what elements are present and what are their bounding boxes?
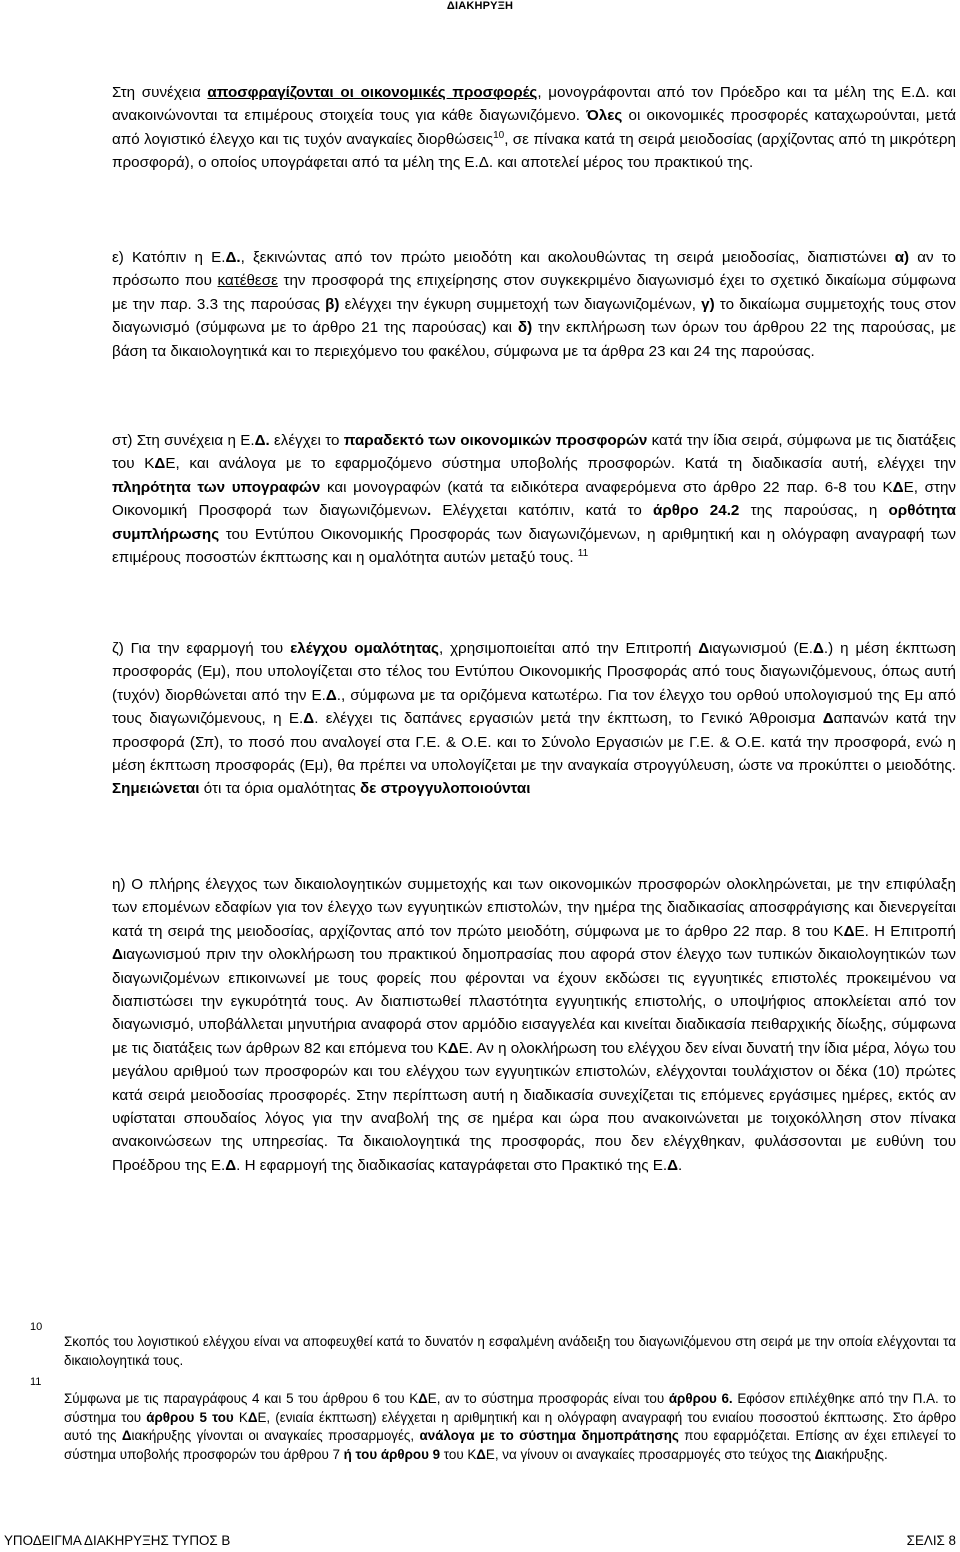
text-run-bold: Δ [303, 710, 315, 728]
text-run-bold: Δ [447, 1039, 459, 1057]
paragraph-opening-offers [112, 81, 956, 175]
text-run-bold: Δ [154, 455, 166, 473]
text-run: την εκπλήρωση των όρων του άρθρου 22 της παρούσας, με βάση τα δικαιολογητικά και το περιεχόμενο του φακέλου, σύμφωνα με τα άρθρα 23 και 24 της παρούσας. [112, 319, 956, 360]
footer-document-title: ΥΠΟΔΕΙΓΜΑ ΔΙΑΚΗΡΥΞΗΣ ΤΥΠΟΣ Β [4, 1533, 231, 1548]
footnote-number-10: 10 [30, 1321, 43, 1333]
paragraph-i-full-check [112, 873, 956, 1177]
text-run: Ε. Η Επιτροπή [854, 922, 956, 940]
text-run-underline: κατέθεσε [217, 272, 278, 290]
text-run-bold: ορθότητα συμπλήρωσης [112, 502, 956, 543]
text-run-bold: Δ [121, 1428, 132, 1444]
text-run: αν το πρόσωπο που [112, 249, 956, 290]
text-run: ζ) Για την εφαρμογή του [112, 640, 291, 657]
text-run: ιαγωνισμού πριν την ολοκλήρωση του πρακτικού δημοπρασίας που αφορά στον έλεγχο των τυπικών δικαιολογητικών των διαγωνιζομένων επικοινωνεί με τους φορείς που φέρονται να έχουν εκδώσει τις εγγυητικές επιστολές προκειμένου να διαπιστώσει την εγκυρότητά τους. Αν διαπιστωθεί πλαστότητα εγγυητικής επιστολής, ο υποψήφιος αποκλείεται από τον διαγωνισμό, υποβάλλεται μηνυτήρια αναφορά στον αρμόδιο εισαγγελέα και κινείται διαδικασία πειθαρχικής δίωξης, σύμφωνα με τις διατάξεις των άρθρων 82 και επόμενα του Κ [112, 946, 956, 1057]
text-run-bold: Δ [698, 640, 710, 657]
text-run-bold: άρθρου 5 του [146, 1409, 234, 1425]
text-run-bold: Δ [418, 1391, 428, 1406]
text-run-bold: ανάλογα με το σύστημα δημοπράτησης [419, 1428, 679, 1444]
text-run: ., σύμφωνα με τα οριζόμενα κατωτέρω. Για τον έλεγχο του ορθού υπολογισμού της Εμ από τους διαγωνιζόμενους, η Ε. [112, 686, 956, 728]
text-run: ελέγχει το [269, 432, 344, 449]
text-run-bold: Δ [225, 1156, 237, 1174]
text-run-bold: παραδεκτό των οικονομικών προσφορών [343, 432, 648, 449]
text-run: , σε πίνακα κατά τη σειρά μειοδοσίας (αρχίζοντας από τη μικρότερη προσφορά), ο οποίος υπογράφεται από τα μέλη της Ε.Δ. και αποτελεί μέρος του πρακτικού της. [112, 130, 956, 172]
text-run-bold: δε στρογγυλοποιούνται [359, 780, 531, 798]
text-run-bold: γ) [701, 295, 715, 313]
text-run: Ε, να γίνουν οι αναγκαίες προσαρμογές στο τεύχος της [485, 1446, 815, 1462]
text-run-bold: Δ [247, 1409, 258, 1425]
text-run: ελέγχει την έγκυρη συμμετοχή των διαγωνιζομένων, [339, 295, 702, 313]
text-run-bold: Δ [325, 686, 337, 704]
text-run-bold: Δ [822, 710, 834, 728]
footnote-10-text: Σκοπός του λογιστικού ελέγχου είναι να αποφευχθεί κατά το δυνατόν η εσφαλμένη ανάδειξη του διαγωνιζόμενου στη σειρά με την οποία ελέγχονται τα δικαιολογητικά τους. [64, 1334, 956, 1368]
text-run-bold: πληρότητα των υπογραφών [112, 478, 321, 496]
text-run-bold: Δ [812, 640, 824, 657]
text-run-bold: δ) [517, 319, 533, 337]
text-run: που εφαρμόζεται. Επίσης αν έχει επιλεγεί το σύστημα υποβολής προσφορών του άρθρου 7 [64, 1428, 956, 1462]
text-run: ιακήρυξης γίνονται οι αναγκαίες προσαρμογές, [131, 1428, 420, 1444]
text-run-bold-underline: αποσφραγίζονται οι οικονομικές προσφορές [207, 84, 538, 101]
text-run: .) η μέση έκπτωση προσφοράς (Εμ), που υπολογίζεται στο τέλος του Εντύπου Οικονομικής Προσφοράς από τους διαγωνιζόμενους, όπως αυτή (τυχόν) διορθώνεται από την Ε. [112, 640, 957, 704]
text-run-bold: α) [894, 249, 910, 266]
text-run: ότι τα όρια ομαλότητας [199, 780, 360, 798]
text-run-bold: Δ [476, 1446, 486, 1462]
text-run-bold: Όλες [586, 107, 623, 125]
text-run-bold: Δ [843, 922, 855, 940]
text-run-bold: β) [325, 295, 340, 313]
text-run: ε) Κατόπιν η Ε. [112, 249, 226, 266]
page-header-title: ΔΙΑΚΗΡΥΞΗ [446, 0, 514, 12]
footnote-ref-10: 10 [493, 129, 505, 141]
text-run: Ε, αν το σύστημα προσφοράς είναι του [427, 1391, 669, 1406]
text-run: ιακήρυξης. [824, 1446, 888, 1462]
text-run-bold: Δ [892, 478, 904, 496]
text-run: Εφόσον επιλέχθηκε από την Π.Α. το σύστημα του [64, 1391, 956, 1425]
footer-page-number: ΣΕΛΙΣ 8 [906, 1533, 956, 1548]
text-run: , χρησιμοποιείται από την Επιτροπή [438, 640, 699, 657]
text-run: . [678, 1156, 683, 1174]
text-run-bold: Δ. [254, 432, 270, 449]
text-run-bold: Σημειώνεται [112, 780, 200, 798]
text-run-bold: . [426, 502, 432, 520]
text-run-bold: Δ [112, 946, 123, 964]
paragraph-e-check [112, 246, 956, 363]
footnote-11-text [64, 1390, 956, 1464]
footnote-ref-11: 11 [577, 548, 589, 560]
text-run: της παρούσας, η [739, 502, 889, 520]
text-run: Ε, στην Οικονομική Προσφορά των διαγωνιζόμενων [112, 478, 956, 520]
text-run-bold: Δ [814, 1446, 825, 1462]
text-run: και μονογραφών (κατά τα ειδικότερα αναφερόμενα στο άρθρο 22 παρ. 6-8 του Κ [320, 478, 893, 496]
text-run: του Εντύπου Οικονομικής Προσφοράς των διαγωνιζόμενων, η αριθμητική και η ολόγραφη αναγραφή των επιμέρους ποσοστών έκπτωσης και η ομαλότητα αυτών μεταξύ τους. [112, 525, 956, 567]
text-run: την προσφορά της επιχείρησης στον συγκεκριμένο διαγωνισμό έχει το σχετικό δικαίωμα σύμφωνα με την παρ. 3.3 της παρούσας [112, 272, 956, 313]
text-run: στ) Στη συνέχεια η Ε. [112, 432, 255, 449]
text-run: του Κ [440, 1446, 477, 1462]
text-run: Σύμφωνα με τις παραγράφους 4 και 5 του άρθρου 6 του Κ [64, 1391, 419, 1406]
text-run: Στη συνέχεια [112, 84, 208, 101]
text-run: η) Ο πλήρης έλεγχος των δικαιολογητικών συμμετοχής και των οικονομικών προσφορών ολοκληρώνεται, με την επιφύλαξη των επομένων εδαφίων για τον έλεγχο των εγγυητικών επιστολών, την ημέρα της διαδικασίας αποσφράγισης και διενεργείται κατά τη σειρά της μειοδοσίας, αρχίζοντας από τον πρώτο μειοδότη, σύμφωνα με το άρθρο 22 παρ. 8 του Κ [112, 876, 956, 940]
text-run: οι οικονομικές προσφορές καταχωρούνται, μετά από λογιστικό έλεγχο και τις τυχόν αναγκαίες διορθώσεις [112, 107, 957, 148]
text-run: το δικαίωμα συμμετοχής τους στον διαγωνισμό (σύμφωνα με το άρθρο 21 της παρούσας) και [112, 295, 956, 337]
footnote-number-11: 11 [30, 1376, 42, 1388]
text-run: , ξεκινώντας από τον πρώτο μειοδότη και ακολουθώντας τη σειρά μειοδοσίας, διαπιστώνει [240, 249, 895, 266]
text-run-bold: Δ [667, 1156, 679, 1174]
text-run: Ε, και ανάλογα με το εφαρμοζόμενο σύστημα υποβολής προσφορών. Κατά τη διαδικασία αυτή, ελέγχει την [165, 455, 957, 473]
text-run: Ε, (ενιαία έκπτωση) ελέγχεται η αριθμητική και η ολόγραφη αναγραφή του ενιαίου ποσοστού έκπτωσης. Στο άρθρο αυτό της [64, 1409, 957, 1444]
text-run: Ε. Αν η ολοκλήρωση του ελέγχου δεν είναι δυνατή την ίδια μέρα, λόγω του μεγάλου αριθμού των προσφορών και του ελέγχου των εγγυητικών επιστολών, ελέγχονται τουλάχιστον οι δέκα (10) πρώτες κατά σειρά μειοδοσίας προσφορές. Στην περίπτωση αυτή η διαδικασία συνεχίζεται τις επόμενες εργάσιμες ημέρες, εκτός αν υφίσταται σπουδαίος λόγος για την αναβολή της σε ημέρα και ώρα που ανακοινώνεται με τοιχοκόλληση στον πίνακα ανακοινώσεων της υπηρεσίας. Τα δικαιολογητικά της προσφοράς, που δεν ελέγχθηκαν, φυλάσσονται με ευθύνη του Προέδρου της Ε. [112, 1039, 956, 1174]
text-run: , μονογράφονται από τον Πρόεδρο και τα μέλη της Ε.Δ. και ανακοινώνονται τα επιμέρους στοιχεία τους για κάθε διαγωνιζόμενο. [112, 84, 956, 125]
text-run-bold: Δ. [225, 249, 241, 266]
text-run-bold: ή του άρθρου 9 [343, 1446, 441, 1462]
paragraph-z-regularity [112, 637, 956, 801]
text-run-bold: άρθρου 6. [668, 1391, 733, 1406]
text-run: απανών κατά την προσφορά (Σπ), το ποσό που αναλογεί στα Γ.Ε. & Ο.Ε. και το Σύνολο Εργασιών με Γ.Ε. & Ο.Ε. κατά την προσφορά, ενώ η μέση έκπτωση προσφοράς (Εμ), θα πρέπει να υπολογίζεται με την αναγκαία στρογγύλευση, ώστε να προκύπτει ο μειοδότης. [112, 710, 956, 775]
text-run: . ελέγχει τις δαπάνες εργασιών μετά την έκπτωση, το Γενικό Άθροισμα [314, 710, 823, 728]
paragraph-st-check [112, 429, 956, 569]
text-run: ιαγωνισμού (Ε. [709, 640, 813, 657]
text-run: Κ [233, 1409, 248, 1425]
text-run: Ελέγχεται κατόπιν, κατά το [431, 502, 653, 520]
text-run-bold: ελέγχου ομαλότητας [290, 640, 439, 657]
text-run: . Η εφαρμογή της διαδικασίας καταγράφεται στο Πρακτικό της Ε. [236, 1156, 668, 1174]
text-run-bold: άρθρο 24.2 [653, 502, 740, 520]
text-run: κατά την ίδια σειρά, σύμφωνα με τις διατάξεις του Κ [112, 432, 956, 473]
